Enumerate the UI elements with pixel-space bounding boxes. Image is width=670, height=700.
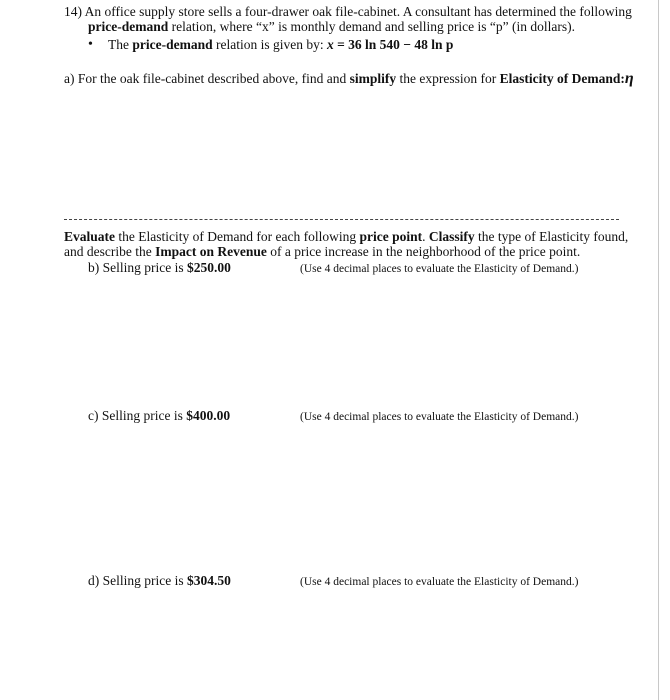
instr-evaluate: Evaluate	[64, 229, 116, 244]
page-edge	[658, 0, 659, 700]
part-b-note: (Use 4 decimal places to evaluate the Elasticity of Demand.)	[300, 263, 579, 275]
price-demand-term: price-demand	[88, 19, 169, 34]
instructions-line2	[64, 244, 580, 260]
part-a-simplify: simplify	[349, 71, 397, 86]
part-a-text-pre: For the oak file-cabinet described above, find and	[77, 71, 350, 86]
part-d	[88, 573, 231, 589]
part-c-price: $400.00	[186, 408, 231, 423]
part-d-price: $304.50	[187, 573, 231, 588]
relation-pre: The	[108, 37, 133, 52]
instr-text3: the type of Elasticity found,	[474, 229, 629, 244]
part-b-text: Selling price is	[102, 260, 187, 275]
part-b-price: $250.00	[187, 260, 231, 275]
part-d-note: (Use 4 decimal places to evaluate the Elasticity of Demand.)	[300, 576, 579, 588]
part-b-label: b)	[88, 260, 100, 275]
intro-text-rest: relation, where “x” is monthly demand and selling price is “p” (in dollars).	[168, 19, 576, 34]
equation-lhs: x	[326, 37, 334, 52]
problem-number: 14)	[64, 4, 82, 19]
relation-line	[108, 37, 453, 53]
instr-line2-rest: of a price increase in the neighborhood of the price point.	[266, 244, 581, 259]
problem-intro-line2	[88, 19, 575, 35]
instr-line2-pre: and describe the	[64, 244, 156, 259]
part-d-text: Selling price is	[102, 573, 187, 588]
problem-intro-line1	[64, 4, 632, 20]
instr-text1: the Elasticity of Demand for each following	[115, 229, 360, 244]
relation-mid: relation is given by:	[212, 37, 327, 52]
intro-text: An office supply store sells a four-drawer oak file-cabinet. A consultant has determined the following	[84, 4, 632, 19]
bullet-icon: •	[88, 37, 93, 52]
part-c	[88, 408, 230, 424]
eta-symbol: η	[624, 70, 634, 87]
relation-term: price-demand	[132, 37, 213, 52]
part-d-label: d)	[88, 573, 100, 588]
instr-price-point: price point	[359, 229, 423, 244]
instr-text2: .	[422, 229, 429, 244]
part-c-text: Selling price is	[101, 408, 187, 423]
part-a	[64, 71, 634, 87]
part-b	[88, 260, 231, 276]
part-c-note: (Use 4 decimal places to evaluate the Elasticity of Demand.)	[300, 411, 579, 423]
instructions-line1	[64, 229, 628, 245]
part-a-label: a)	[64, 71, 75, 86]
part-a-elasticity: Elasticity of Demand:	[499, 71, 625, 86]
equation	[327, 37, 453, 52]
section-divider	[64, 219, 619, 220]
part-a-text-mid: the expression for	[396, 71, 500, 86]
instr-impact: Impact on Revenue	[155, 244, 267, 259]
instr-classify: Classify	[428, 229, 475, 244]
part-c-label: c)	[88, 408, 99, 423]
equation-rhs: = 36 ln 540 − 48 ln p	[337, 37, 454, 52]
